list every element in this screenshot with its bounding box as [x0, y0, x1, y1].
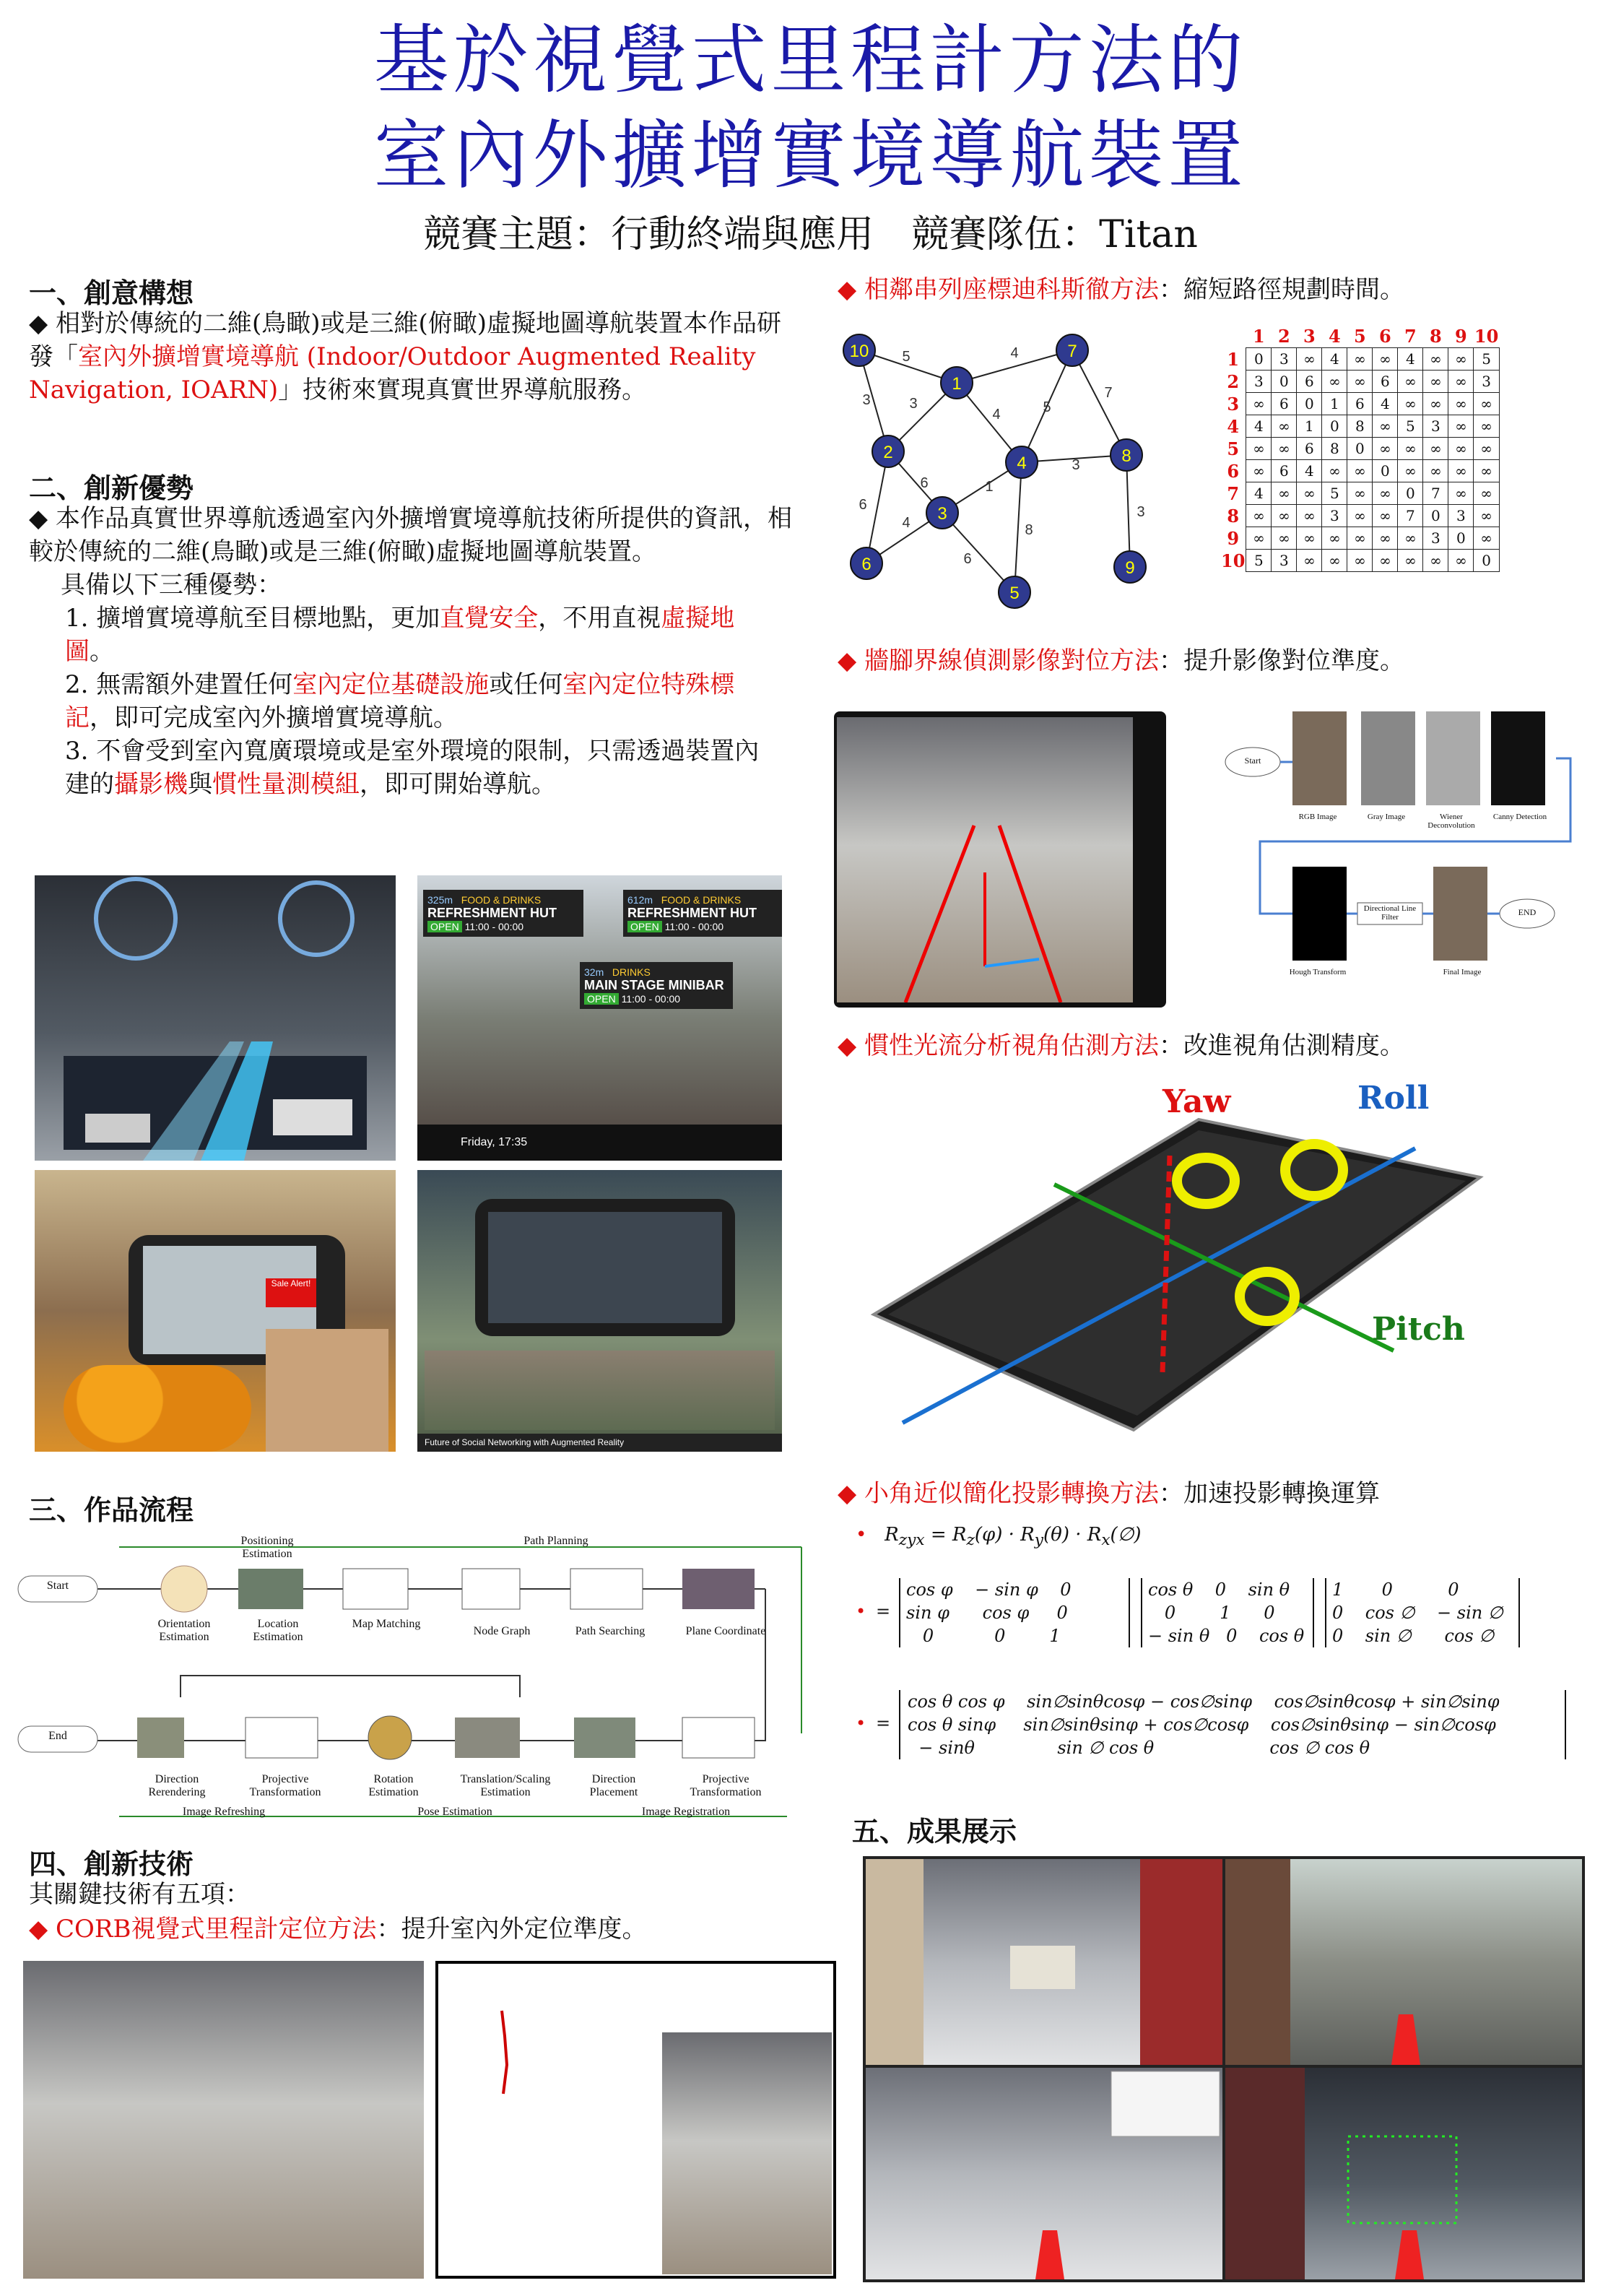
matrix-cell: 5 [1246, 550, 1272, 572]
ar-tag-minibar: 32m DRINKS MAIN STAGE MINIBAR OPEN 11:00 - 00:00 [580, 962, 733, 1009]
matrix-cell: ∞ [1373, 482, 1398, 505]
matrix-row-header: 7 [1227, 482, 1240, 504]
matrix-cell: 6 [1297, 371, 1322, 393]
ar-status-bar: Friday, 17:35 [417, 1125, 782, 1161]
edge-directional: Directional Line Filter [1363, 904, 1417, 922]
matrix-row-header: 10 [1221, 550, 1246, 571]
matrix-cell: ∞ [1448, 482, 1474, 505]
matrix-cell: ∞ [1322, 550, 1347, 572]
matrix-cell: 0 [1474, 550, 1499, 572]
tech-5: ◆ 小角近似簡化投影轉換方法：加速投影轉換運算 [838, 1479, 1380, 1508]
matrix-cell: 4 [1373, 393, 1398, 415]
step-rotation: Rotation Estimation [368, 1773, 419, 1798]
matrix-cell: 0 [1272, 371, 1297, 393]
matrix-cell: ∞ [1448, 460, 1474, 482]
matrix-cell: ∞ [1272, 482, 1297, 505]
matrix-cell: 6 [1272, 393, 1297, 415]
step-plane: Plane Coordinate [685, 1625, 766, 1637]
bullet-diamond-icon: ◆ [29, 309, 48, 338]
sec2-item-2: 2. 無需額外建置任何室內定位基礎設施或任何室內定位特殊標記，即可完成室內外擴增實境導航。 [65, 670, 735, 732]
matrix-cell: ∞ [1474, 527, 1499, 550]
matrix-cell: ∞ [1474, 393, 1499, 415]
compass-icon [161, 1566, 207, 1612]
matrix-cell: ∞ [1297, 550, 1322, 572]
edge-canny: Canny Detection [1492, 813, 1547, 821]
matrix-cell: 4 [1246, 415, 1272, 438]
matrix-cell: ∞ [1423, 348, 1448, 371]
node-10: 10 [849, 342, 869, 361]
sec2-item-1: 1. 擴增實境導航至目標地點，更加直覺安全，不用直視虛擬地圖。 [65, 604, 735, 666]
matrix-cell: ∞ [1423, 371, 1448, 393]
matrix-cell: ∞ [1448, 438, 1474, 460]
subtitle: 競賽主題：行動終端與應用 競賽隊伍：Titan [423, 213, 1198, 256]
flow-start: Start [46, 1580, 69, 1592]
matrix-cell: 6 [1347, 393, 1373, 415]
matrix-cell: ∞ [1448, 415, 1474, 438]
yaw-label: Yaw [1162, 1083, 1231, 1120]
matrix-col-header: 8 [1430, 326, 1442, 347]
matrix-col-header: 3 [1303, 326, 1316, 347]
matrix-cell: 3 [1272, 550, 1297, 572]
matrix-cell: ∞ [1398, 550, 1423, 572]
matrix-cell: ∞ [1423, 460, 1448, 482]
node-3: 3 [937, 504, 947, 524]
sec1-text-a: 相對於傳統的二維(鳥瞰)或是三維(俯瞰)虛擬地圖導航裝置本作品研發「 [29, 309, 782, 371]
wall-detection-pipeline [1224, 704, 1585, 1008]
sale-alert-tag: Sale Alert! [266, 1278, 316, 1307]
wall-detection-photo [837, 717, 1133, 1002]
corb-corridor-photo [23, 1961, 424, 2279]
tech-1: ◆ CORB視覺式里程計定位方法：提升室內外定位準度。 [29, 1915, 647, 1944]
matrix-cell: 4 [1297, 460, 1322, 482]
matrix-cell: ∞ [1398, 393, 1423, 415]
result-photo-2 [1225, 1859, 1582, 2065]
matrix-cell: 4 [1322, 348, 1347, 371]
svg-text:6: 6 [920, 475, 929, 491]
section-1-heading: 一、創意構想 [29, 277, 194, 309]
step-map: Map Matching [352, 1618, 421, 1630]
corb-small-photo [662, 2032, 832, 2274]
section-2-heading: 二、創新優勢 [29, 472, 194, 504]
phase-registration-label: Image Registration [641, 1806, 731, 1818]
ar-tag-hut-2: 612m FOOD & DRINKS REFRESHMENT HUT OPEN 11:00 - 00:00 [623, 890, 782, 937]
matrix-cell: ∞ [1373, 438, 1398, 460]
phone-axes-diagram [852, 1076, 1502, 1466]
matrix-cell: ∞ [1373, 415, 1398, 438]
svg-text:8: 8 [1025, 522, 1033, 538]
bullet-diamond-icon: ◆ [29, 1915, 48, 1944]
matrix-cell: ∞ [1347, 550, 1373, 572]
matrix-cell: ∞ [1246, 527, 1272, 550]
matrix-cell: 3 [1246, 371, 1272, 393]
matrix-cell: 5 [1322, 482, 1347, 505]
svg-text:6: 6 [963, 551, 972, 567]
matrix-col-header: 10 [1474, 326, 1499, 347]
matrix-col-header: 5 [1354, 326, 1366, 347]
step-projective-2: Projective Transformation [690, 1773, 762, 1798]
matrix-row-header: 1 [1227, 348, 1240, 370]
sec2-p2: 具備以下三種優勢： [61, 571, 282, 599]
matrix-cell: ∞ [1347, 460, 1373, 482]
sec2-p1: 本作品真實世界導航透過室內外擴增實境導航技術所提供的資訊，相較於傳統的二維(鳥瞰)或是三維(俯瞰)虛擬地圖導航裝置。 [29, 504, 792, 566]
matrix-cell: 3 [1423, 415, 1448, 438]
matrix-cell: ∞ [1347, 505, 1373, 527]
social-caption: Future of Social Networking with Augmented Reality [417, 1434, 782, 1452]
matrix-cell: ∞ [1373, 527, 1398, 550]
matrix-cell: ∞ [1448, 393, 1474, 415]
corb-trajectory-plot [435, 1961, 836, 2279]
step-direction-rerender: Direction Rerendering [148, 1773, 206, 1798]
matrix-cell: 8 [1347, 415, 1373, 438]
node-7: 7 [1067, 342, 1077, 361]
matrix-cell: 0 [1448, 527, 1474, 550]
bullet-diamond-icon: ◆ [29, 504, 48, 533]
pitch-label: Pitch [1372, 1311, 1465, 1348]
matrix-col-header: 7 [1404, 326, 1417, 347]
svg-text:3: 3 [909, 396, 918, 412]
matrix-cell: ∞ [1347, 527, 1373, 550]
bullet-diamond-icon: ◆ [838, 646, 857, 675]
phase-path-label: Path Planning [523, 1535, 588, 1547]
matrix-cell: ∞ [1448, 348, 1474, 371]
matrix-cell: ∞ [1423, 550, 1448, 572]
matrix-cell: 0 [1398, 482, 1423, 505]
step-translation: Translation/Scaling Estimation [460, 1773, 551, 1798]
edge-final: Final Image [1443, 968, 1482, 976]
svg-text:3: 3 [862, 392, 871, 408]
matrix-col-header: 9 [1455, 326, 1467, 347]
matrix-cell: 0 [1347, 438, 1373, 460]
matrix-cell: ∞ [1246, 505, 1272, 527]
matrix-cell: 7 [1398, 505, 1423, 527]
node-1: 1 [952, 374, 962, 394]
svg-text:4: 4 [992, 407, 1001, 423]
result-photo-3 [866, 2068, 1222, 2279]
matrix-cell: 6 [1297, 438, 1322, 460]
step-path-search: Path Searching [575, 1625, 646, 1637]
sec1-text-red: 室內外擴增實境導航 (Indoor/Outdoor Augmented Reality Navigation, IOARN) [29, 342, 756, 404]
matrix-cell: 6 [1373, 371, 1398, 393]
matrix-cell: ∞ [1297, 505, 1322, 527]
bullet-diamond-icon: ◆ [838, 1031, 857, 1060]
svg-text:5: 5 [1043, 399, 1051, 415]
tech-4: ◆ 慣性光流分析視角估測方法：改進視角估測精度。 [838, 1031, 1404, 1060]
matrix-cell: ∞ [1347, 371, 1373, 393]
svg-text:5: 5 [902, 349, 911, 365]
ar-car-photo [35, 875, 396, 1161]
matrix-cell: ∞ [1322, 371, 1347, 393]
title-line-1: 基於視覺式里程計方法的 [373, 16, 1248, 104]
matrix-cell: ∞ [1474, 460, 1499, 482]
node-5: 5 [1009, 584, 1020, 603]
matrix-cell: ∞ [1246, 460, 1272, 482]
matrix-cell: 6 [1272, 460, 1297, 482]
matrix-cell: ∞ [1347, 348, 1373, 371]
phase-positioning-label: Positioning Estimation [240, 1535, 294, 1560]
matrix-col-header: 1 [1253, 326, 1265, 347]
svg-text:7: 7 [1104, 385, 1113, 401]
section-2-text [29, 502, 794, 801]
roll-label: Roll [1357, 1080, 1430, 1117]
matrix-row-header: 8 [1227, 505, 1240, 527]
matrix-cell: ∞ [1322, 527, 1347, 550]
ar-social-photo [417, 1170, 782, 1452]
edge-start: Start [1244, 755, 1261, 766]
section-4-heading: 四、創新技術 [29, 1847, 194, 1880]
matrix-col-header: 6 [1379, 326, 1391, 347]
matrix-cell: ∞ [1272, 415, 1297, 438]
matrix-row-header: 9 [1227, 527, 1240, 549]
phase-pose-label: Pose Estimation [417, 1806, 492, 1818]
matrix-cell: ∞ [1322, 460, 1347, 482]
matrix-cell: 3 [1474, 371, 1499, 393]
results-grid [863, 1856, 1585, 2282]
matrix-cell: 0 [1297, 393, 1322, 415]
matrix-cell: 0 [1322, 415, 1347, 438]
matrix-cell: 1 [1322, 393, 1347, 415]
matrix-cell: 0 [1423, 505, 1448, 527]
svg-text:6: 6 [859, 497, 867, 513]
matrix-cell: 4 [1246, 482, 1272, 505]
tech-3: ◆ 牆腳界線偵測影像對位方法：提升影像對位準度。 [838, 646, 1404, 675]
ar-festival-photo [417, 875, 782, 1161]
matrix-row-header: 2 [1227, 371, 1240, 392]
result-photo-1 [866, 1859, 1222, 2065]
matrix-cell: ∞ [1272, 505, 1297, 527]
matrix-cell: ∞ [1448, 550, 1474, 572]
matrix-cell: ∞ [1246, 393, 1272, 415]
matrix-cell: 5 [1474, 348, 1499, 371]
matrix-cell: ∞ [1272, 438, 1297, 460]
matrix-cell: 3 [1322, 505, 1347, 527]
ar-tag-hut-1: 325m FOOD & DRINKS REFRESHMENT HUT OPEN 11:00 - 00:00 [423, 890, 583, 937]
gyroscope-icon [368, 1716, 412, 1759]
matrix-row-header: 4 [1227, 415, 1240, 437]
matrix-cell: ∞ [1474, 415, 1499, 438]
node-6: 6 [861, 555, 872, 574]
tech-2: ◆ 相鄰串列座標迪科斯徹方法：縮短路徑規劃時間。 [838, 275, 1404, 304]
matrix-cell: 8 [1322, 438, 1347, 460]
matrix-row-header: 5 [1227, 438, 1240, 459]
svg-text:4: 4 [902, 515, 911, 531]
matrix-cell: ∞ [1373, 505, 1398, 527]
wall-detection-phone [834, 711, 1166, 1008]
node-graph [834, 325, 1173, 614]
svg-text:1: 1 [985, 479, 994, 495]
edge-gray: Gray Image [1367, 813, 1406, 821]
matrix-cell: ∞ [1474, 438, 1499, 460]
step-node-graph: Node Graph [473, 1625, 531, 1637]
step-orientation: Orientation Estimation [157, 1618, 211, 1643]
matrix-cell: 7 [1423, 482, 1448, 505]
section-4-intro: 其關鍵技術有五項： [29, 1880, 250, 1909]
tablet-icon [475, 1199, 735, 1336]
matrix-cell: 0 [1373, 460, 1398, 482]
matrix-cell: ∞ [1423, 438, 1448, 460]
matrix-cell: 5 [1398, 415, 1423, 438]
matrix-cell: 3 [1272, 348, 1297, 371]
matrix-row-header: 3 [1227, 393, 1240, 415]
title-line-2: 室內外擴增實境導航裝置 [373, 111, 1248, 199]
matrix-cell: ∞ [1398, 460, 1423, 482]
node-9: 9 [1125, 558, 1135, 578]
matrix-cell: 4 [1398, 348, 1423, 371]
matrix-cell: ∞ [1373, 550, 1398, 572]
section-1-text [29, 307, 794, 407]
edge-rgb: RGB Image [1298, 813, 1337, 821]
matrix-cell: ∞ [1398, 438, 1423, 460]
sec1-text-b: 」技術來實現真實世界導航服務。 [278, 376, 647, 404]
flow-end: End [48, 1730, 67, 1742]
matrix-cell: 3 [1423, 527, 1448, 550]
matrix-cell: ∞ [1423, 393, 1448, 415]
matrix-cell: ∞ [1246, 438, 1272, 460]
node-4: 4 [1017, 454, 1027, 473]
node-2: 2 [883, 443, 893, 462]
matrix-cell: ∞ [1297, 527, 1322, 550]
matrix-cell: ∞ [1272, 527, 1297, 550]
bullet-diamond-icon: ◆ [838, 275, 857, 304]
section-5-heading: 五、成果展示 [852, 1815, 1017, 1847]
edge-end: END [1518, 907, 1537, 917]
matrix-cell: 3 [1448, 505, 1474, 527]
matrix-cell: ∞ [1297, 482, 1322, 505]
matrix-cell: ∞ [1474, 482, 1499, 505]
edge-hough: Hough Transform [1289, 968, 1347, 976]
matrix-cell: ∞ [1398, 527, 1423, 550]
phase-refresh-label: Image Refreshing [182, 1806, 266, 1818]
matrix-cell: ∞ [1474, 505, 1499, 527]
step-location: Location Estimation [253, 1618, 303, 1643]
matrix-cell: ∞ [1448, 371, 1474, 393]
edge-wiener: Wiener Deconvolution [1427, 813, 1475, 830]
matrix-cell: 1 [1297, 415, 1322, 438]
matrix-cell: 0 [1246, 348, 1272, 371]
sec2-item-3: 3. 不會受到室內寬廣環境或是室外環境的限制，只需透過裝置內建的攝影機與慣性量測模組，即可開始導航。 [65, 737, 760, 799]
matrix-cell: ∞ [1297, 348, 1322, 371]
step-direction-placement: Direction Placement [589, 1773, 638, 1798]
ar-store-photo [35, 1170, 396, 1452]
result-photo-4 [1225, 2068, 1582, 2279]
section-3-heading: 三、作品流程 [29, 1494, 194, 1526]
matrix-row-header: 6 [1227, 460, 1240, 482]
adjacency-matrix [1220, 325, 1500, 572]
equation-1: • $R_{zyx} = R_z(\varphi) \cdot R_y(\theta)$ · $R_x(\emptyset)$ [856, 1524, 1142, 1550]
bullet-diamond-icon: ◆ [838, 1479, 857, 1508]
svg-text:3: 3 [1072, 457, 1080, 473]
matrix-col-header: 4 [1329, 326, 1341, 347]
step-projective-1: Projective Transformation [249, 1773, 321, 1798]
matrix-col-header: 2 [1278, 326, 1290, 347]
node-8: 8 [1121, 446, 1131, 466]
svg-text:3: 3 [1137, 504, 1145, 520]
matrix-cell: ∞ [1373, 348, 1398, 371]
ar-car-hud-icon [35, 875, 396, 1161]
matrix-cell: ∞ [1398, 371, 1423, 393]
matrix-cell: ∞ [1347, 482, 1373, 505]
svg-text:4: 4 [1010, 345, 1019, 361]
